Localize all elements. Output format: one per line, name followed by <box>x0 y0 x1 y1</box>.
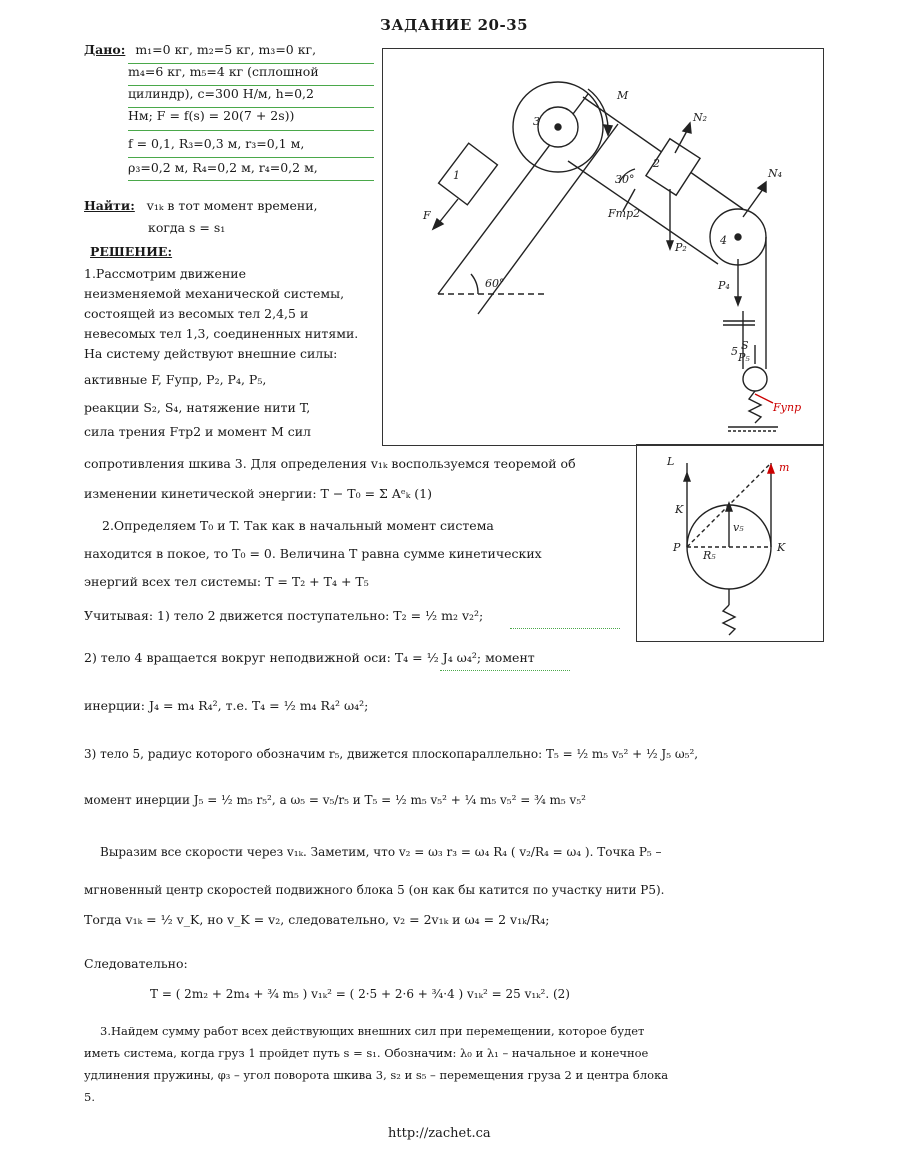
solution-line: Выразим все скорости через v₁ₖ. Заметим, что v₂ = ω₃ r₃ = ω₄ R₄ ( v₂/R₄ = ω₄ ). Точка P₅ – <box>100 845 662 859</box>
inset-label: K <box>777 541 786 554</box>
highlight-line <box>128 107 374 108</box>
given-label: Дано: <box>84 42 126 57</box>
solution-line: неизменяемой механической системы, <box>84 286 345 301</box>
solution-line: изменении кинетической энергии: T − T₀ = Σ Aᵉₖ (1) <box>84 486 432 501</box>
figure-label: F <box>423 209 431 222</box>
inset-label: P <box>673 541 681 554</box>
figure-label: N₂ <box>693 111 708 124</box>
inset-label: v₅ <box>733 521 744 534</box>
solution-line: 1.Рассмотрим движение <box>84 266 247 281</box>
solution-line: активные F, Fупр, P₂, P₄, P₅, <box>84 372 267 387</box>
figure-label: P₄ <box>718 279 730 292</box>
main-figure-frame <box>382 48 824 446</box>
given-block <box>84 44 374 57</box>
figure-label: 1 <box>453 169 460 182</box>
solution-line: сопротивления шкива 3. Для определения v₁ₖ воспользуемся теоремой об <box>84 456 576 471</box>
solution-line: Тогда v₁ₖ = ½ v_K, но v_K = v₂, следовательно, v₂ = 2v₁ₖ и ω₄ = 2 v₁ₖ/R₄; <box>84 912 550 927</box>
inset-label: L <box>667 455 675 468</box>
figure-label: 5 <box>731 345 738 358</box>
footer-url: http://zachet.ca <box>388 1126 491 1141</box>
figure-label: 60° <box>485 277 505 290</box>
given-line: ρ₃=0,2 м, R₄=0,2 м, r₄=0,2 м, <box>128 160 318 175</box>
figure-label: P₅ <box>738 351 750 364</box>
solution-line: 2) тело 4 вращается вокруг неподвижной оси: T₄ = ½ J₄ ω₄²; момент <box>84 650 535 665</box>
figure-label: M <box>617 89 629 102</box>
highlight-line <box>128 180 374 181</box>
solution-line: 3) тело 5, радиус которого обозначим r₅, движется плоскопараллельно: T₅ = ½ m₅ v₅² + ½ J₅ ω₅², <box>84 747 699 761</box>
solution-line: удлинения пружины, φ₃ – угол поворота шкива 3, s₂ и s₅ – перемещения груза 2 и центра блока <box>84 1068 669 1082</box>
pulley-5-diagram <box>637 445 823 641</box>
figure-label: S <box>741 339 749 352</box>
figure-label: P₂ <box>675 241 687 254</box>
find-label: Найти: <box>84 198 135 213</box>
inset-figure-frame <box>636 444 824 642</box>
highlight-line <box>128 63 374 64</box>
highlight-line <box>440 670 570 671</box>
solution-line: реакции S₂, S₄, натяжение нити T, <box>84 400 311 415</box>
solution-line: иметь система, когда груз 1 пройдет путь s = s₁. Обозначим: λ₀ и λ₁ – начальное и конечное <box>84 1046 649 1060</box>
given-line: цилиндр), c=300 Н/м, h=0,2 <box>128 86 314 101</box>
figure-label: N₄ <box>768 167 783 180</box>
figure-label: 4 <box>720 234 727 247</box>
block-1 <box>439 143 498 205</box>
solution-line: энергий всех тел системы: T = T₂ + T₄ + T₅ <box>84 574 369 589</box>
given-line: f = 0,1, R₃=0,3 м, r₃=0,1 м, <box>128 136 305 151</box>
inset-label: R₅ <box>703 549 716 562</box>
highlight-line <box>128 130 374 131</box>
inset-label: K <box>675 503 684 516</box>
solution-line: 2.Определяем T₀ и T. Так как в начальный момент система <box>102 518 494 533</box>
solution-line: T = ( 2m₂ + 2m₄ + ¾ m₅ ) v₁ₖ² = ( 2·5 + 2·6 + ¾·4 ) v₁ₖ² = 25 v₁ₖ². (2) <box>150 987 570 1001</box>
page-title: ЗАДАНИЕ 20-35 <box>380 16 529 34</box>
solution-line: Учитывая: 1) тело 2 движется поступательно: T₂ = ½ m₂ v₂²; <box>84 608 484 623</box>
solution-line: 3.Найдем сумму работ всех действующих внешних сил при перемещении, которое будет <box>100 1024 645 1038</box>
pulley-5 <box>743 367 767 391</box>
figure-label: 2 <box>653 157 660 170</box>
find-line: v₁ₖ в тот момент времени, <box>146 198 318 213</box>
solution-line: мгновенный центр скоростей подвижного блока 5 (он как бы катится по участку нити P5). <box>84 883 665 897</box>
find-block <box>84 200 318 213</box>
given-line: m₁=0 кг, m₂=5 кг, m₃=0 кг, <box>135 42 317 57</box>
solution-line: момент инерции J₅ = ½ m₅ r₅², а ω₅ = v₅/r₅ и T₅ = ½ m₅ v₅² + ¼ m₅ v₅² = ¾ m₅ v₅² <box>84 793 586 807</box>
highlight-line <box>128 85 374 86</box>
solution-line: состоящей из весомых тел 2,4,5 и <box>84 306 309 321</box>
highlight-line <box>510 628 620 629</box>
figure-label: 30° <box>615 173 635 186</box>
solution-line: Следовательно: <box>84 956 188 971</box>
solution-line: невесомых тел 1,3, соединенных нитями. <box>84 326 359 341</box>
solution-line: На систему действуют внешние силы: <box>84 346 338 361</box>
figure-label: 3 <box>533 115 540 128</box>
figure-label: Fтр2 <box>608 207 641 220</box>
solution-line: находится в покое, то T₀ = 0. Величина T равна сумме кинетических <box>84 546 542 561</box>
solution-line: сила трения Fтр2 и момент M сил <box>84 424 311 439</box>
highlight-line <box>128 157 374 158</box>
given-line: m₄=6 кг, m₅=4 кг (сплошной <box>128 64 319 79</box>
solution-line: инерции: J₄ = m₄ R₄², т.е. T₄ = ½ m₄ R₄² ω₄²; <box>84 698 369 713</box>
given-line: Нм; F = f(s) = 20(7 + 2s)) <box>128 108 295 123</box>
figure-label: Fупр <box>773 401 802 414</box>
mechanism-diagram <box>383 49 823 445</box>
solution-line: 5. <box>84 1090 95 1104</box>
find-line: когда s = s₁ <box>148 220 226 235</box>
inset-label: m <box>779 461 790 474</box>
solution-label: РЕШЕНИЕ: <box>90 244 173 259</box>
